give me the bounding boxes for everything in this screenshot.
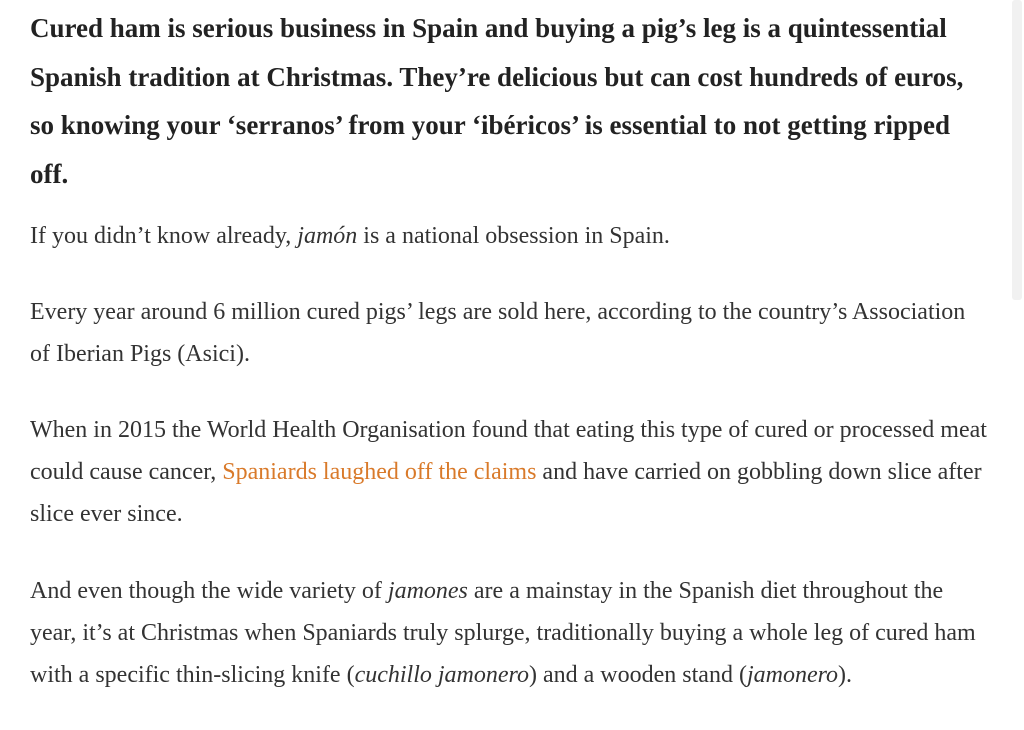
paragraph-4-text-b: are a mainstay in the Spanish diet throughout the year, it’s at Christmas when Spaniards truly splurge, traditionally buying a whole leg of cured ham with a specific thin-slicing knife ( xyxy=(30,578,976,688)
lead-paragraph: Cured ham is serious business in Spain and buying a pig’s leg is a quintessential Spanish tradition at Christmas. They’re delicious but can cost hundreds of euros, so knowing your ‘serranos’ from your ‘ibéricos’ is essential to not getting ripped off. xyxy=(30,13,964,189)
paragraph-3-text-b: and have carried on gobbling down slice after slice ever since. xyxy=(30,459,982,527)
paragraph-1-text-b: is a national obsession in Spain. xyxy=(357,223,670,249)
scrollbar[interactable] xyxy=(1010,0,1024,730)
paragraph-4-text-d: ). xyxy=(838,662,853,688)
article-body xyxy=(30,4,990,696)
paragraph-4-emphasis-knife: cuchillo jamonero xyxy=(354,662,529,688)
paragraph-3 xyxy=(30,409,990,535)
paragraph-4-emphasis-jamones: jamones xyxy=(387,578,468,604)
paragraph-4-text-a: And even though the wide variety of xyxy=(30,578,388,604)
paragraph-4 xyxy=(30,570,990,696)
spaniards-laughed-link[interactable]: Spaniards laughed off the claims xyxy=(222,459,537,485)
paragraph-3-text-a: When in 2015 the World Health Organisation found that eating this type of cured or processed meat could cause cancer, xyxy=(30,417,987,485)
scrollbar-thumb[interactable] xyxy=(1012,0,1022,300)
paragraph-2: Every year around 6 million cured pigs’ legs are sold here, according to the country’s Association of Iberian Pigs (Asici). xyxy=(30,299,966,367)
paragraph-4-emphasis-stand: jamonero xyxy=(746,662,839,688)
paragraph-1-emphasis: jamón xyxy=(297,223,358,249)
paragraph-1-text-a: If you didn’t know already, xyxy=(30,223,298,249)
paragraph-4-text-c: ) and a wooden stand ( xyxy=(529,662,747,688)
paragraph-1 xyxy=(30,215,990,257)
